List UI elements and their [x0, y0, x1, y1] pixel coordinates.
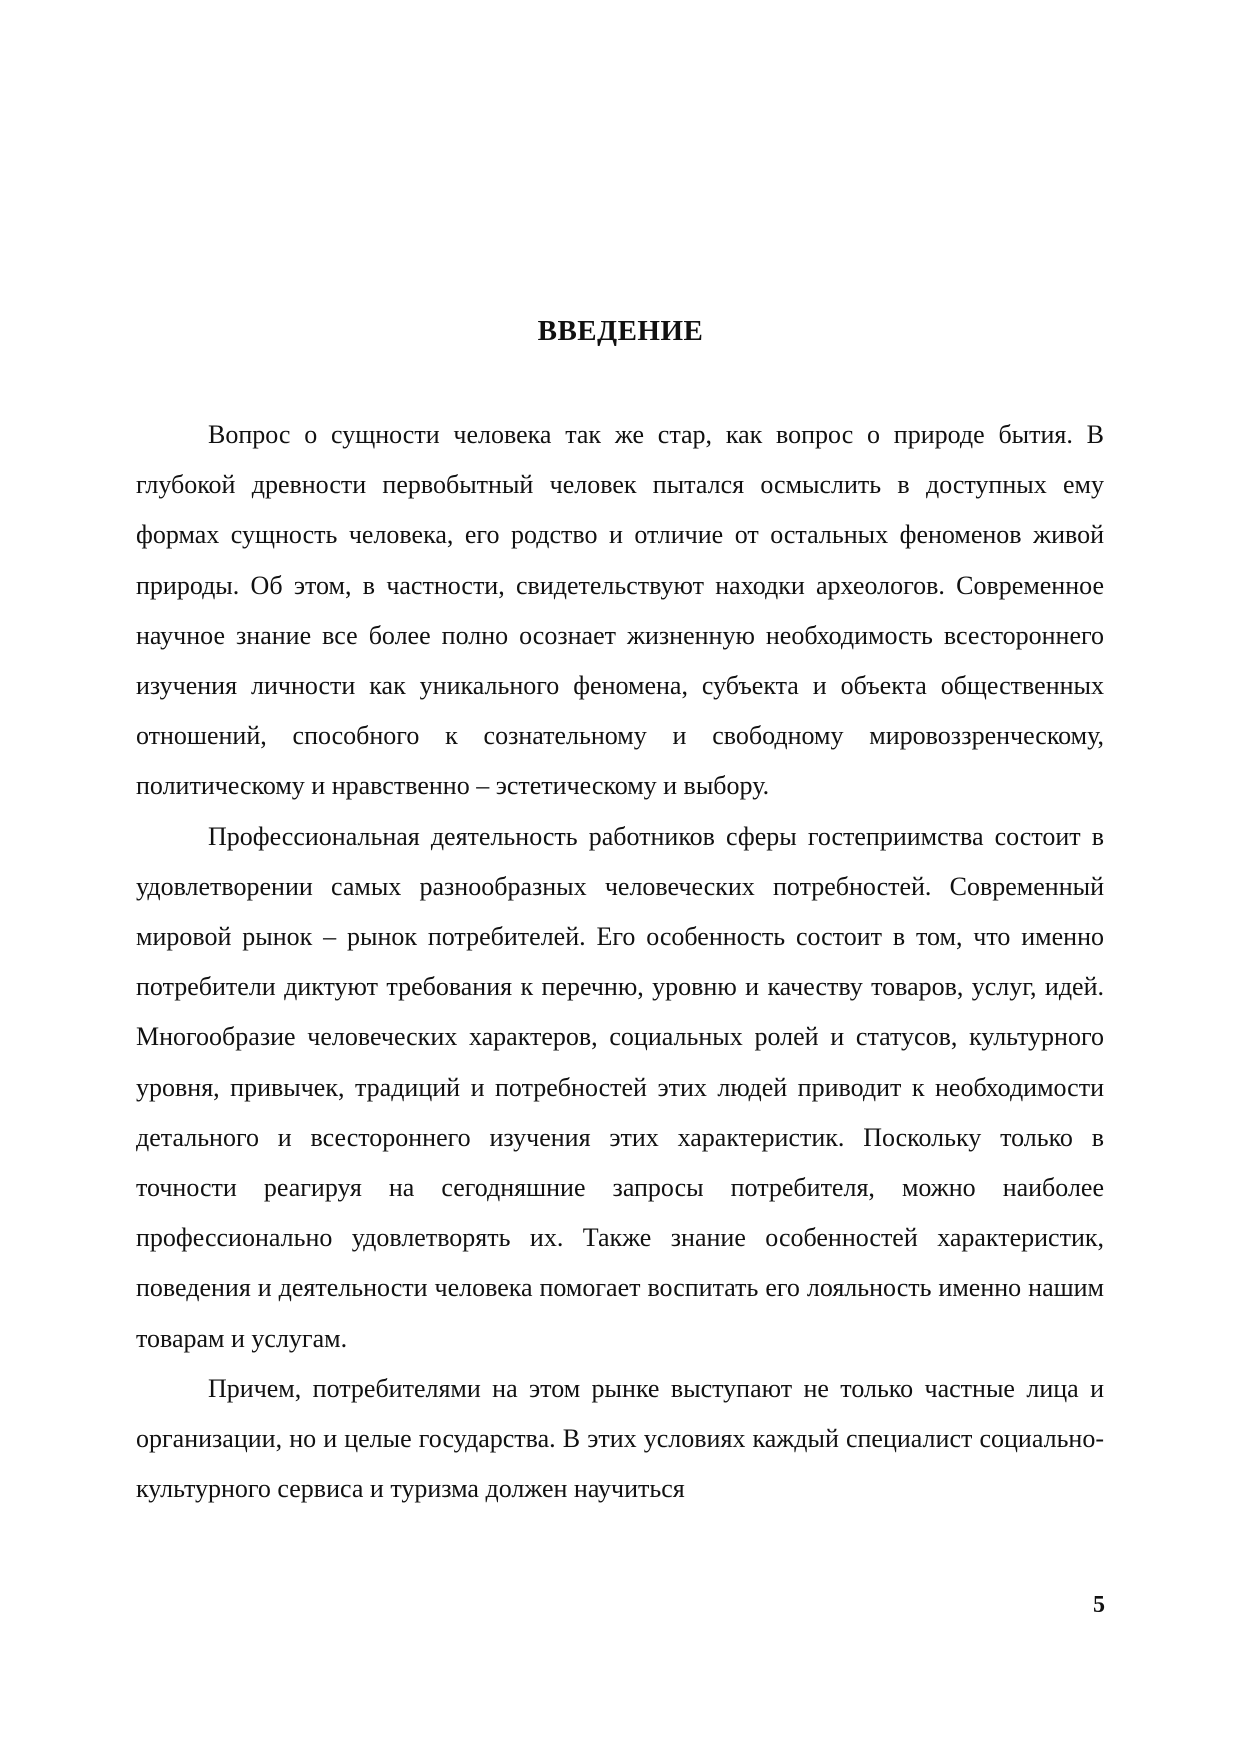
body-text	[136, 410, 1104, 1514]
paragraph-1: Вопрос о сущности человека так же стар, как вопрос о природе бытия. В глубокой древности первобытный человек пытался осмыслить в доступных ему формах сущность человека, его родство и отличие от остальных феноменов живой природы. Об этом, в частности, свидетельствуют находки археологов. Современное научное знание все более полно осознает жизненную необходимость всестороннего изучения личности как уникального феномена, субъекта и объекта общественных отношений, способного к сознательному и свободному мировоззренческому, политическому и нравственно – эстетическому и выбору.	[136, 420, 1104, 801]
paragraph-3: Причем, потребителями на этом рынке выступают не только частные лица и организации, но и целые государства. В этих условиях каждый специалист социально-культурного сервиса и туризма должен научиться	[136, 1373, 1104, 1504]
paragraph-2: Профессиональная деятельность работников сферы гостеприимства состоит в удовлетворении самых разнообразных человеческих потребностей. Современный мировой рынок – рынок потребителей. Его особенность состоит в том, что именно потребители диктуют требования к перечню, уровню и качеству товаров, услуг, идей. Многообразие человеческих характеров, социальных ролей и статусов, культурного уровня, привычек, традиций и потребностей этих людей приводит к необходимости детального и всестороннего изучения этих характеристик. Поскольку только в точности реагируя на сегодняшние запросы потребителя, можно наиболее профессионально удовлетворять их. Также знание особенностей характеристик, поведения и деятельности человека помогает воспитать его лояльность именно нашим товарам и услугам.	[136, 821, 1104, 1353]
page-title: ВВЕДЕНИЕ	[537, 315, 704, 347]
page-number: 5	[1093, 1592, 1105, 1618]
